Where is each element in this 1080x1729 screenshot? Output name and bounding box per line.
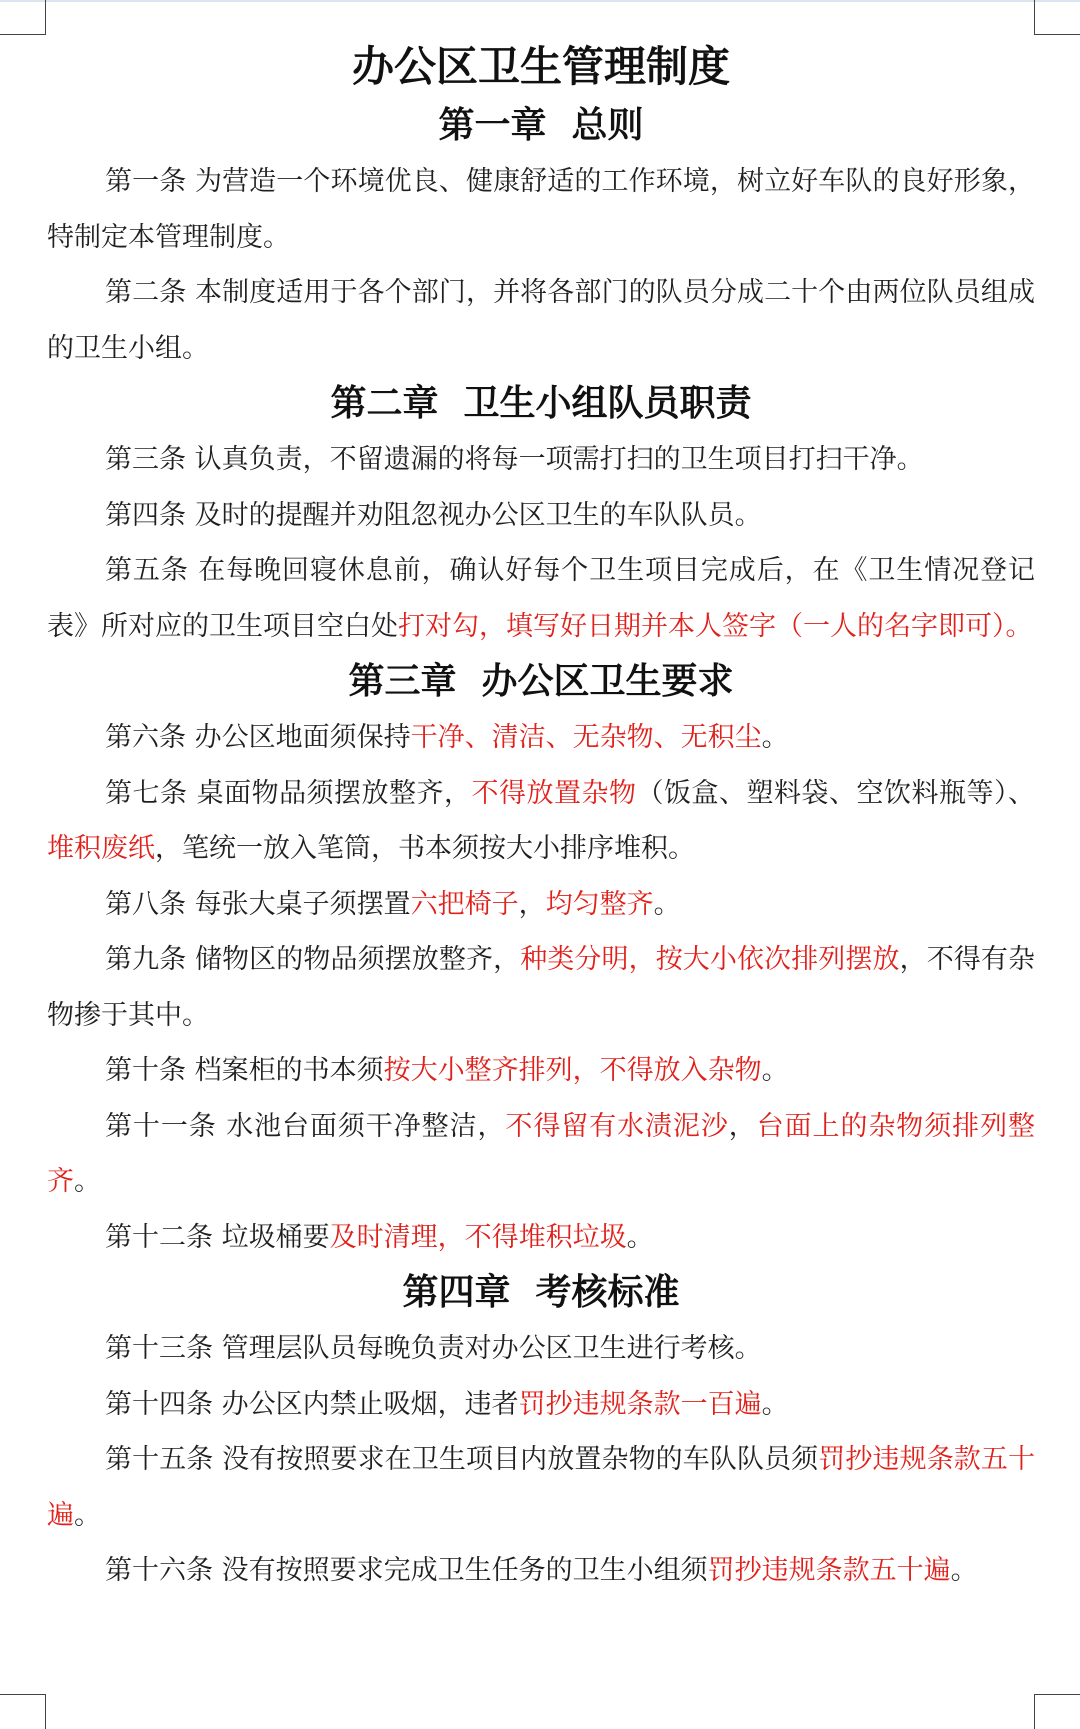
emphasis-text: 干净、清洁、无杂物、无积尘 bbox=[410, 722, 762, 753]
article-paragraph bbox=[47, 877, 1035, 933]
article-paragraph bbox=[47, 432, 1035, 488]
article-text: 。 bbox=[761, 1055, 789, 1086]
chapter-heading: 第四章 考核标准 bbox=[402, 1272, 680, 1313]
article-text: 第十四条 办公区内禁止吸烟，违者 bbox=[105, 1388, 519, 1420]
article-text: ，不得有杂物掺于其中。 bbox=[47, 944, 1035, 1031]
document-body bbox=[47, 36, 1035, 1599]
emphasis-text: 按大小整齐排列，不得放入杂物 bbox=[383, 1055, 762, 1086]
article-text: 第二条 本制度适用于各个部门，并将各部门的队员分成二十个由两位队员组成的卫生小组。 bbox=[47, 277, 1035, 364]
crop-mark-top-left bbox=[0, 0, 46, 35]
article-text: 。 bbox=[653, 888, 681, 920]
article-paragraph bbox=[47, 1043, 1035, 1099]
chapter-heading: 第三章 办公区卫生要求 bbox=[348, 661, 734, 702]
article-text: ，笔统一放入笔筒，书本须按大小排序堆积。 bbox=[155, 833, 695, 864]
article-paragraph bbox=[47, 932, 1035, 1043]
crop-mark-bottom-right bbox=[1034, 1694, 1080, 1729]
crop-mark-bottom-left bbox=[0, 1694, 46, 1729]
article-paragraph bbox=[47, 1432, 1035, 1543]
article-text: 第六条 办公区地面须保持 bbox=[105, 722, 411, 753]
article-text: 第一条 为营造一个环境优良、健康舒适的工作环境，树立好车队的良好形象，特制定本管理制度。 bbox=[47, 166, 1035, 253]
article-paragraph bbox=[47, 488, 1035, 544]
article-paragraph bbox=[47, 265, 1035, 376]
article-text: ， bbox=[728, 1110, 757, 1142]
emphasis-text: 六把椅子 bbox=[410, 888, 519, 920]
article-text: 第四条 及时的提醒并劝阻忽视办公区卫生的车队队员。 bbox=[105, 499, 762, 531]
article-text: 第十二条 垃圾桶要 bbox=[105, 1221, 330, 1253]
article-text: 。 bbox=[74, 1499, 101, 1531]
article-paragraph bbox=[47, 1321, 1035, 1377]
chapter-heading: 第二章 卫生小组队员职责 bbox=[330, 383, 752, 424]
article-text: 第八条 每张大桌子须摆置 bbox=[105, 888, 411, 920]
crop-mark-top-right bbox=[1034, 0, 1080, 35]
emphasis-text: 不得放置杂物 bbox=[471, 777, 637, 809]
article-text: 。 bbox=[626, 1221, 654, 1253]
document-title: 办公区卫生管理制度 bbox=[351, 42, 730, 91]
article-text: 。 bbox=[950, 1555, 978, 1586]
article-text: ， bbox=[518, 888, 546, 920]
article-text: 第十五条 没有按照要求在卫生项目内放置杂物的车队队员须 bbox=[105, 1444, 819, 1475]
article-text: 第九条 储物区的物品须摆放整齐， bbox=[105, 944, 521, 975]
emphasis-text: 台面上的杂物须排列整齐 bbox=[47, 1110, 1035, 1197]
article-paragraph bbox=[47, 1210, 1035, 1266]
article-text: 第十条 档案柜的书本须 bbox=[105, 1055, 384, 1086]
emphasis-text: 罚抄违规条款五十遍 bbox=[707, 1555, 951, 1586]
article-paragraph bbox=[47, 543, 1035, 654]
chapter-list bbox=[47, 98, 1035, 1599]
article-paragraph bbox=[47, 710, 1035, 766]
emphasis-text: 打对勾，填写好日期并本人签字（一人的名字即可）。 bbox=[398, 610, 1033, 642]
article-text: 。 bbox=[761, 722, 789, 753]
article-text: 第七条 桌面物品须摆放整齐， bbox=[105, 777, 472, 809]
emphasis-text: 种类分明，按大小依次排列摆放 bbox=[520, 944, 900, 975]
article-paragraph bbox=[47, 1099, 1035, 1210]
article-text: 第十六条 没有按照要求完成卫生任务的卫生小组须 bbox=[105, 1555, 708, 1586]
emphasis-text: 不得留有水渍泥沙 bbox=[505, 1110, 729, 1142]
article-text: 第三条 认真负责，不留遗漏的将每一项需打扫的卫生项目打扫干净。 bbox=[105, 444, 924, 475]
article-paragraph bbox=[47, 1543, 1035, 1599]
top-border-line bbox=[0, 0, 1080, 2]
chapter-heading: 第一章 总则 bbox=[438, 105, 644, 146]
article-paragraph bbox=[47, 154, 1035, 265]
article-text: 。 bbox=[761, 1388, 789, 1420]
article-text: 第十一条 水池台面须干净整洁， bbox=[105, 1110, 506, 1142]
article-paragraph bbox=[47, 1377, 1035, 1433]
article-text: （饭盒、塑料袋、空饮料瓶等）、 bbox=[636, 777, 1035, 809]
emphasis-text: 罚抄违规条款五十遍 bbox=[47, 1444, 1035, 1531]
emphasis-text: 及时清理，不得堆积垃圾 bbox=[329, 1221, 627, 1253]
emphasis-text: 罚抄违规条款一百遍 bbox=[518, 1388, 762, 1420]
article-paragraph bbox=[47, 766, 1035, 877]
emphasis-text: 均匀整齐 bbox=[545, 888, 654, 920]
article-text: 第五条 在每晚回寝休息前，确认好每个卫生项目完成后，在《卫生情况登记表》所对应的卫生项目空白处 bbox=[47, 555, 1035, 642]
emphasis-text: 堆积废纸 bbox=[47, 833, 155, 864]
article-text: 第十三条 管理层队员每晚负责对办公区卫生进行考核。 bbox=[105, 1333, 762, 1364]
article-text: 。 bbox=[74, 1166, 101, 1197]
